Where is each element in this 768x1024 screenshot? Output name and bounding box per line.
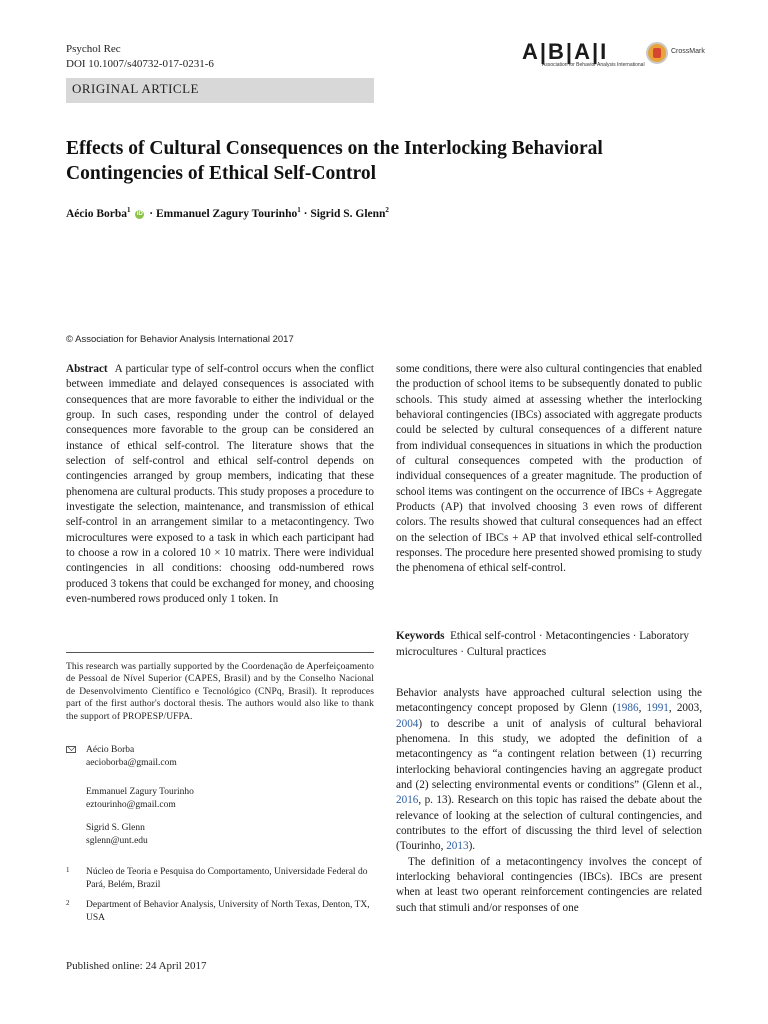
citation-link[interactable]: 2013 <box>446 840 469 853</box>
author-sup: 1 <box>297 206 301 214</box>
author-separator: · <box>149 207 154 220</box>
keywords-label: Keywords <box>396 630 445 642</box>
mail-icon <box>66 746 76 753</box>
abstract-right <box>396 362 702 577</box>
logo-subtitle: Association for Behavior Analysis International <box>542 62 645 68</box>
journal-header <box>66 42 214 72</box>
abstract-text-right: some conditions, there were also cultural contingencies that enabled the production of school items to be subsequently donated to public schools. This study aimed at assessing whether the interlocking behavioral contingencies (IBCs) associated with aggregate products could be selected by cultural consequences of a different nature from individual consequences in situations in which the production of cultural consequences competed with the production of individual consequences of a greater magnitude. The production of school items was contingent on the occurrence of IBCs + Aggregate Products (AP) that involved choosing 3 even rows of different colors. The results showed that cultural consequences had an effect on the selection of IBCs + AP that involved ethical self-controlled responses. The procedure here presented showed promising to study the phenomena of ethical self-control. <box>396 363 702 575</box>
contact-name: Emmanuel Zagury Tourinho <box>86 787 194 797</box>
body-text-run: ). <box>468 840 476 853</box>
author-name[interactable]: Sigrid S. Glenn <box>310 207 386 220</box>
contact-item <box>86 744 177 770</box>
footnote-divider <box>66 652 374 653</box>
abai-logo-icon: A|B|A|I <box>522 39 609 64</box>
affiliation-text: Núcleo de Teoria e Pesquisa do Comportamento, Universidade Federal do Pará, Belém, Brazil <box>86 867 368 890</box>
abstract-label: Abstract <box>66 363 108 375</box>
affiliation-number: 1 <box>66 866 70 874</box>
affiliation-text: Department of Behavior Analysis, University of North Texas, Denton, TX, USA <box>86 900 370 923</box>
contact-email[interactable]: eztourinho@gmail.com <box>86 800 176 810</box>
keywords-text: Ethical self-control · Metacontingencies · Laboratory microcultures · Cultural practices <box>396 630 689 658</box>
keywords <box>396 628 702 660</box>
body-text-run: , p. 13). Research on this topic has raised the debate about the relevance of looking at the selection of cultural contingencies, and contributes to the effort of discussing the third level of selection (Tourinho, <box>396 794 702 853</box>
author-sup: 1 <box>127 206 131 214</box>
abstract-left <box>66 362 374 608</box>
contact-item <box>86 786 194 812</box>
crossmark-label: CrossMark <box>671 48 705 55</box>
author-list <box>66 206 389 220</box>
journal-name: Psychol Rec <box>66 43 121 55</box>
author-name[interactable]: Aécio Borba <box>66 207 128 220</box>
body-text-run: , <box>638 702 647 715</box>
body-text-run: ) to describe a unit of analysis of cultural behavioral phenomena. In this study, we adopted the definition of a metacontingency as “a contingent relation between (1) recurring interlocking behavioral contingencies having an aggregate product and (2) selecting environmental events or conditions” (Glenn et al., <box>396 717 702 792</box>
citation-link[interactable]: 2016 <box>396 794 419 807</box>
copyright-notice: © Association for Behavior Analysis International 2017 <box>66 334 294 345</box>
citation-link[interactable]: 1986 <box>616 702 639 715</box>
funding-note: This research was partially supported by the Coordenação de Aperfeiçoamento de Pessoal de Nível Superior (CAPES, Brasil) and by the Conselho Nacional de Desenvolvimento Científico e Tecnológico (CNPq, Brasil). It reproduces part of the first author's doctoral thesis. The authors would also like to thank the support of PROPESP/UFPA. <box>66 662 374 722</box>
body-text-run: , 2003, <box>668 702 703 715</box>
author-separator: · <box>303 207 308 220</box>
affiliation-number: 2 <box>66 899 70 907</box>
body-paragraph-1 <box>396 686 702 855</box>
contact-name: Aécio Borba <box>86 745 135 755</box>
citation-link[interactable]: 1991 <box>646 702 669 715</box>
crossmark-icon[interactable] <box>646 42 668 64</box>
doi[interactable]: DOI 10.1007/s40732-017-0231-6 <box>66 58 214 70</box>
orcid-icon[interactable]: iD <box>136 210 143 217</box>
article-type-banner: ORIGINAL ARTICLE <box>66 78 374 103</box>
body-text-run: Behavior analysts have approached cultural selection using the metacontingency concept proposed by Glenn ( <box>396 687 702 715</box>
article-title: Effects of Cultural Consequences on the Interlocking Behavioral Contingencies of Ethical Self-Control <box>66 138 603 184</box>
published-date: Published online: 24 April 2017 <box>66 960 207 972</box>
body-text <box>396 686 702 916</box>
author-name[interactable]: Emmanuel Zagury Tourinho <box>155 207 298 220</box>
body-paragraph-2: The definition of a metacontingency involves the concept of interlocking behavioral contingencies (IBCs). IBCs are present when at least two operant reinforcement contingencies are related such that stimuli and/or responses of one <box>396 855 702 914</box>
contact-item <box>86 822 148 848</box>
abstract-text-left: A particular type of self-control occurs when the conflict between immediate and delayed consequences is associated with consequences that are more favorable to either the individual or the group. In such cases, responding under the control of delayed consequences more favorable to the group can be considered an instance of ethical self-control. The literature shows that the selection of self-control and ethical self-control depends on contingencies arranged by group members, indicating that these phenomena are cultural products. This study proposes a procedure to investigate the selection, maintenance, and transmission of ethical self-control in an arrangement similar to a metacontingency. Two microcultures were exposed to a task in which each participant had to choose a row in a colored 10 × 10 matrix. There were individual contingencies in all conditions: choosing odd-numbered rows produced 3 tokens that could be exchanged for money, and choosing even-numbered rows produced only 1 token. In <box>66 363 374 606</box>
contact-email[interactable]: aecioborba@gmail.com <box>86 758 177 768</box>
author-sup: 2 <box>385 206 389 214</box>
citation-link[interactable]: 2004 <box>396 717 419 730</box>
contact-name: Sigrid S. Glenn <box>86 823 145 833</box>
publisher-logo <box>522 40 712 70</box>
contact-email[interactable]: sglenn@unt.edu <box>86 836 148 846</box>
